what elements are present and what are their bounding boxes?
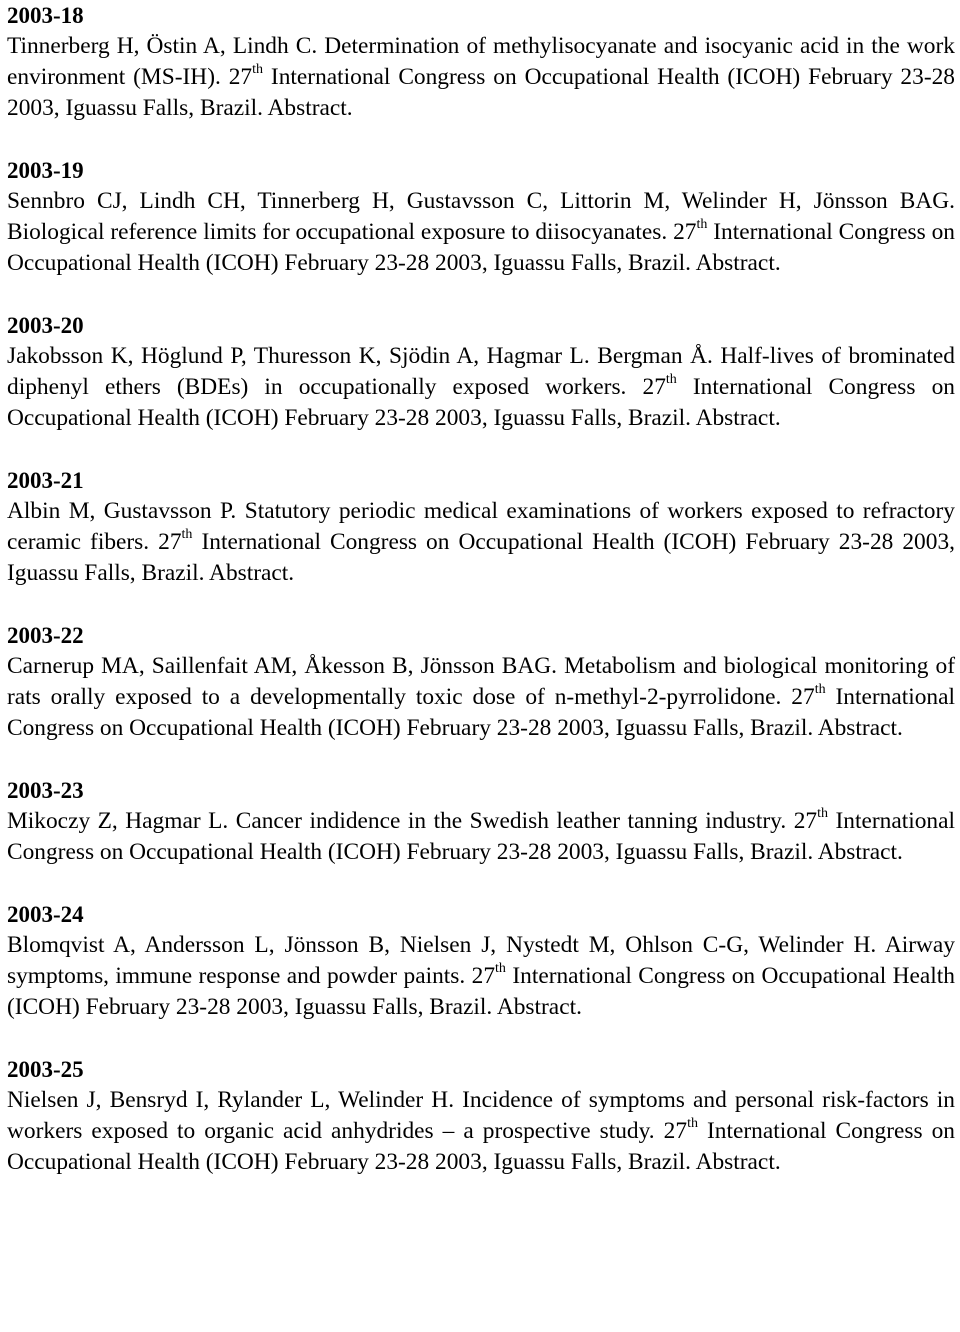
ordinal-suffix: th bbox=[181, 527, 193, 543]
reference-id: 2003-19 bbox=[7, 158, 84, 183]
citation-text: Nielsen J, Bensryd I, Rylander L, Welinder H. Incidence of symptoms and personal risk-factors in workers exposed to organic acid anhydrides – a prospective study. 27 bbox=[7, 1087, 955, 1144]
reference-id: 2003-24 bbox=[7, 902, 84, 927]
ordinal-suffix: th bbox=[817, 806, 828, 822]
reference-id: 2003-20 bbox=[7, 313, 84, 338]
reference-citation bbox=[7, 651, 955, 744]
spacer bbox=[7, 868, 955, 899]
reference-citation bbox=[7, 496, 955, 589]
reference-list bbox=[7, 0, 955, 1178]
spacer bbox=[7, 589, 955, 620]
reference-id: 2003-22 bbox=[7, 623, 84, 648]
spacer bbox=[7, 279, 955, 310]
reference-id: 2003-18 bbox=[7, 3, 84, 28]
reference-entry bbox=[7, 775, 955, 868]
citation-text: Mikoczy Z, Hagmar L. Cancer indidence in the Swedish leather tanning industry. 27 bbox=[7, 808, 818, 834]
spacer bbox=[7, 1023, 955, 1054]
citation-text: International Congress on Occupational Health (ICOH) February 23-28 2003, Iguassu Falls, Brazil. Abstract. bbox=[7, 374, 955, 431]
reference-citation bbox=[7, 31, 955, 124]
reference-citation bbox=[7, 1085, 955, 1178]
spacer bbox=[7, 434, 955, 465]
reference-entry bbox=[7, 155, 955, 279]
ordinal-suffix: th bbox=[814, 682, 826, 698]
reference-entry bbox=[7, 620, 955, 744]
citation-text: Blomqvist A, Andersson L, Jönsson B, Nielsen J, Nystedt M, Ohlson C-G, Welinder H. Airway symptoms, immune response and powder paints. 27 bbox=[7, 932, 955, 989]
citation-text: International Congress on Occupational Health (ICOH) February 23-28 2003, Iguassu Falls, Brazil. Abstract. bbox=[7, 1118, 955, 1175]
citation-text: International Congress on Occupational Health (ICOH) February 23-28 2003, Iguassu Falls, Brazil. Abstract. bbox=[7, 808, 955, 865]
citation-text: Sennbro CJ, Lindh CH, Tinnerberg H, Gustavsson C, Littorin M, Welinder H, Jönsson BAG. Biological reference limits for occupational exposure to diisocyanates. 27 bbox=[7, 188, 955, 245]
ordinal-suffix: th bbox=[252, 62, 264, 78]
ordinal-suffix: th bbox=[696, 217, 708, 233]
reference-entry bbox=[7, 0, 955, 124]
citation-text: International Congress on Occupational Health (ICOH) February 23-28 2003, Iguassu Falls, Brazil. Abstract. bbox=[7, 684, 955, 741]
reference-citation bbox=[7, 806, 955, 868]
reference-id: 2003-23 bbox=[7, 778, 84, 803]
ordinal-suffix: th bbox=[495, 961, 506, 977]
spacer bbox=[7, 744, 955, 775]
citation-text: International Congress on Occupational Health (ICOH) February 23-28 2003, Iguassu Falls, Brazil. Abstract. bbox=[7, 529, 955, 586]
spacer bbox=[7, 124, 955, 155]
reference-entry bbox=[7, 465, 955, 589]
reference-id: 2003-21 bbox=[7, 468, 84, 493]
reference-citation bbox=[7, 186, 955, 279]
ordinal-suffix: th bbox=[665, 372, 677, 388]
reference-citation bbox=[7, 930, 955, 1023]
reference-entry bbox=[7, 1054, 955, 1178]
citation-text: Albin M, Gustavsson P. Statutory periodic medical examinations of workers exposed to refractory ceramic fibers. 27 bbox=[7, 498, 955, 555]
citation-text: Carnerup MA, Saillenfait AM, Åkesson B, Jönsson BAG. Metabolism and biological monitoring of rats orally exposed to a developmentally toxic dose of n-methyl-2-pyrrolidone. 27 bbox=[7, 653, 955, 710]
citation-text: International Congress on Occupational Health (ICOH) February 23-28 2003, Iguassu Falls, Brazil. Abstract. bbox=[7, 219, 955, 276]
citation-text: Tinnerberg H, Östin A, Lindh C. Determination of methylisocyanate and isocyanic acid in the work environment (MS-IH). 27 bbox=[7, 33, 955, 90]
citation-text: Jakobsson K, Höglund P, Thuresson K, Sjödin A, Hagmar L. Bergman Å. Half-lives of brominated diphenyl ethers (BDEs) in occupationally exposed workers. 27 bbox=[7, 343, 955, 400]
ordinal-suffix: th bbox=[687, 1116, 698, 1132]
reference-entry bbox=[7, 899, 955, 1023]
citation-text: International Congress on Occupational Health (ICOH) February 23-28 2003, Iguassu Falls, Brazil. Abstract. bbox=[7, 64, 955, 121]
citation-text: International Congress on Occupational Health (ICOH) February 23-28 2003, Iguassu Falls, Brazil. Abstract. bbox=[7, 963, 955, 1020]
reference-id: 2003-25 bbox=[7, 1057, 84, 1082]
reference-citation bbox=[7, 341, 955, 434]
reference-entry bbox=[7, 310, 955, 434]
